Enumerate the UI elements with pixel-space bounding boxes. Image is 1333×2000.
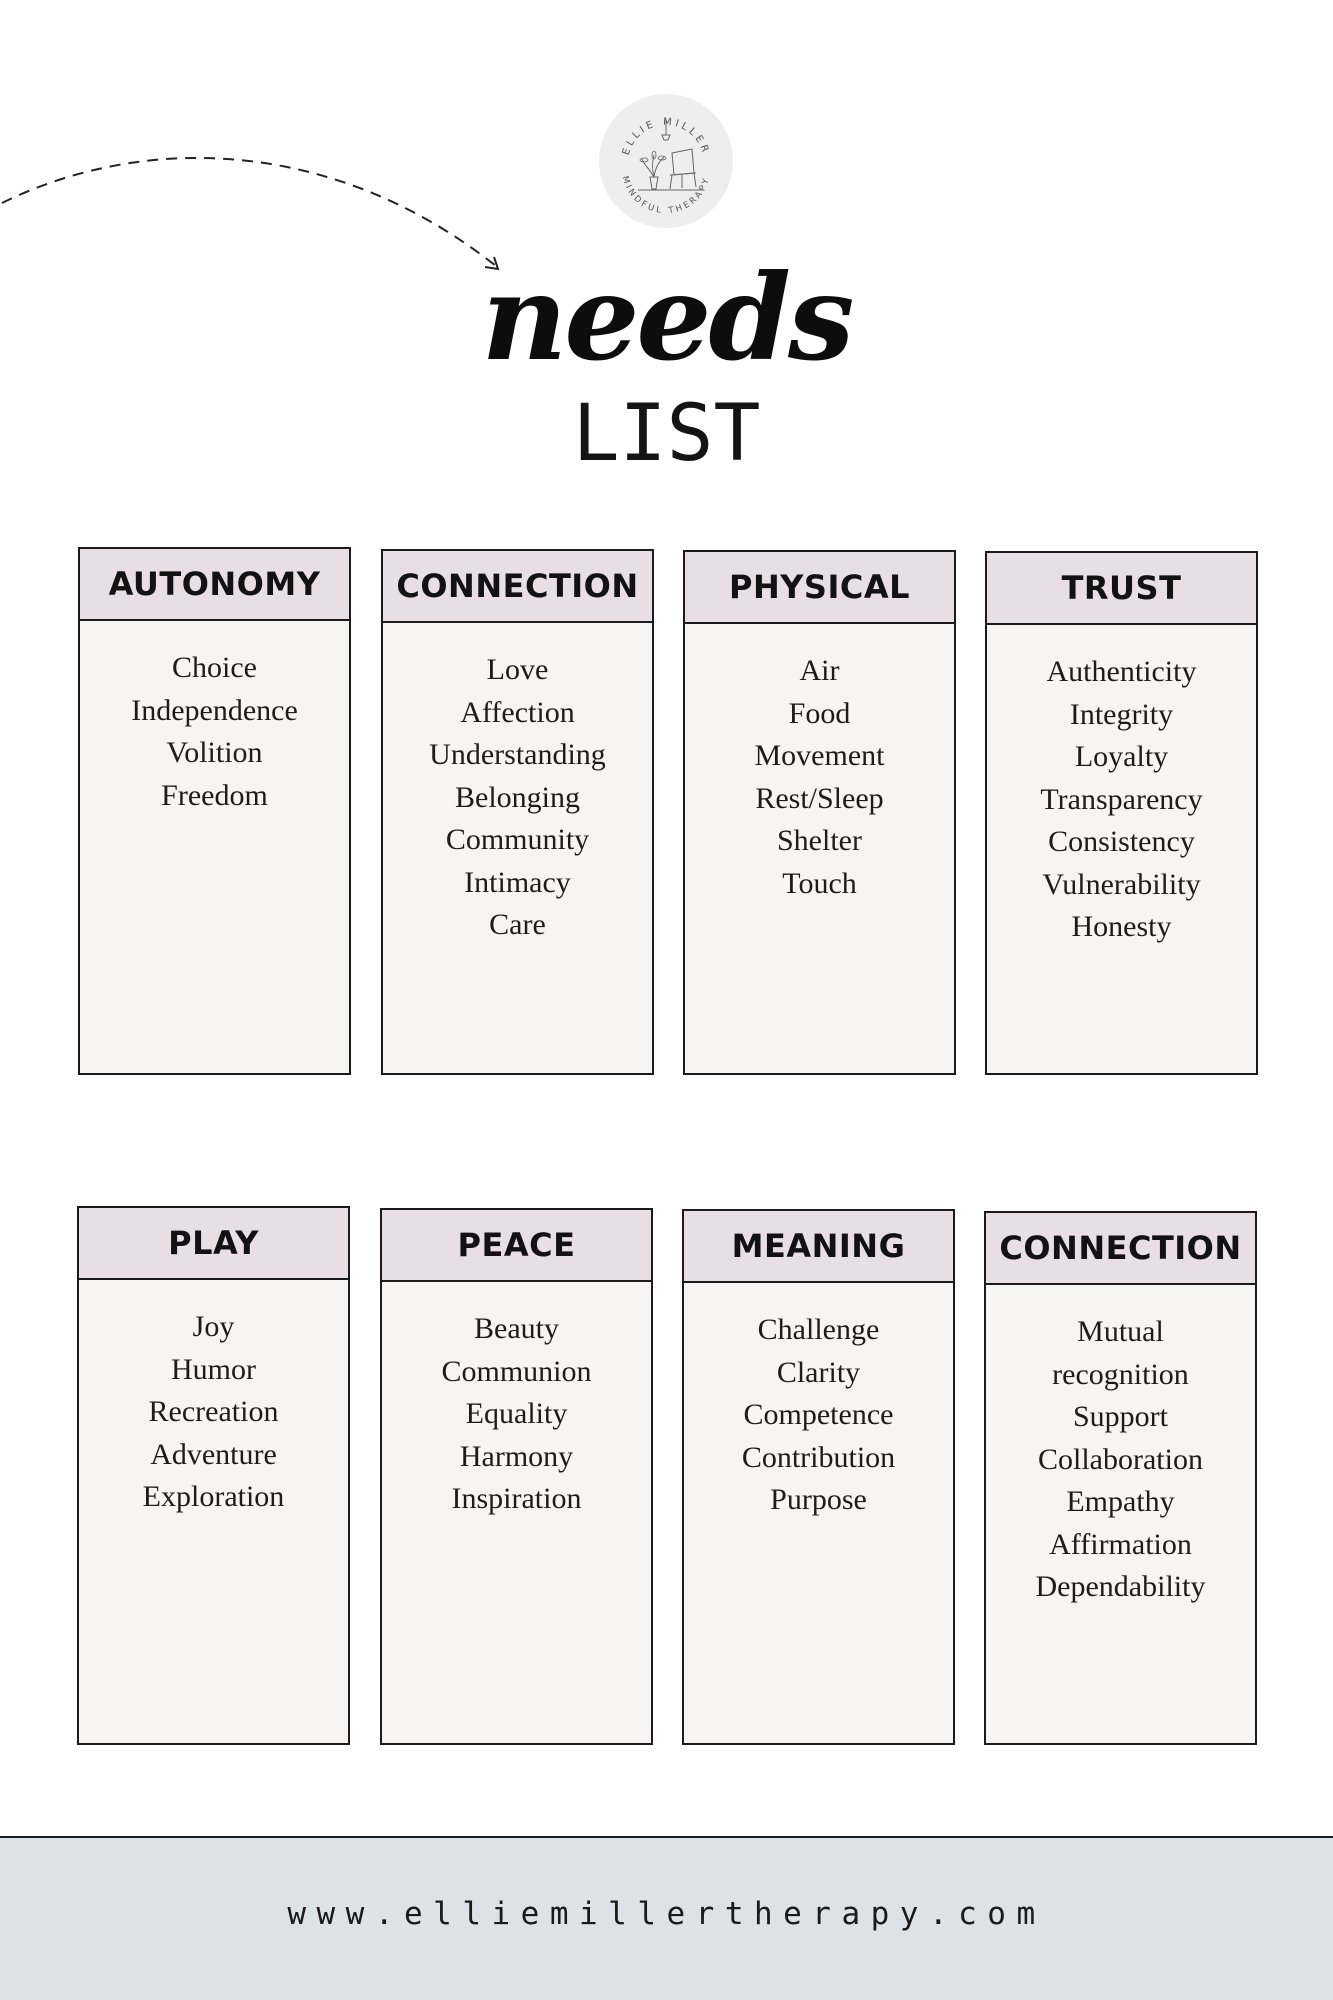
need-item: Volition bbox=[166, 736, 263, 769]
need-item: Humor bbox=[171, 1352, 256, 1386]
need-item: Honesty bbox=[1071, 910, 1172, 943]
chair-plant-logo-icon bbox=[598, 93, 734, 229]
need-item: Shelter bbox=[777, 824, 862, 857]
need-item: Communion bbox=[441, 1354, 592, 1388]
category-heading: PLAY bbox=[79, 1208, 348, 1280]
category-card-autonomy bbox=[78, 547, 351, 1075]
category-item-list bbox=[684, 1283, 953, 1522]
category-heading: PHYSICAL bbox=[685, 552, 954, 624]
category-card-physical bbox=[683, 550, 956, 1075]
need-item: Community bbox=[445, 823, 590, 856]
need-item: Rest/Sleep bbox=[755, 781, 884, 815]
need-item: Empathy bbox=[1066, 1485, 1175, 1518]
need-item: Purpose bbox=[770, 1483, 867, 1516]
category-item-list bbox=[987, 625, 1256, 949]
need-item: Dependability bbox=[1035, 1570, 1206, 1603]
category-card-connection bbox=[381, 549, 654, 1075]
category-item-list bbox=[685, 624, 954, 905]
footer-band bbox=[0, 1836, 1333, 2000]
need-item: Mutual bbox=[1077, 1315, 1164, 1348]
logo-top-text: ELLIE MILLER bbox=[620, 116, 712, 157]
category-item-list bbox=[383, 623, 652, 947]
need-item: Competence bbox=[743, 1398, 894, 1431]
need-item: Touch bbox=[782, 866, 857, 900]
title-list: LIST bbox=[572, 389, 761, 479]
need-item: Exploration bbox=[142, 1480, 285, 1513]
need-item: Affirmation bbox=[1049, 1527, 1192, 1561]
category-card-connection-2 bbox=[984, 1211, 1257, 1745]
need-item: Joy bbox=[192, 1310, 235, 1343]
need-item: Beauty bbox=[474, 1312, 559, 1345]
need-item: Intimacy bbox=[464, 865, 571, 899]
need-item: Challenge bbox=[757, 1313, 880, 1346]
need-item: Authenticity bbox=[1046, 655, 1197, 688]
need-item: Transparency bbox=[1040, 782, 1203, 816]
need-item: Equality bbox=[465, 1397, 568, 1430]
category-item-list bbox=[986, 1285, 1255, 1609]
need-item: Inspiration bbox=[451, 1482, 582, 1515]
need-item: Independence bbox=[131, 693, 298, 727]
category-item-list bbox=[79, 1280, 348, 1519]
need-item: Contribution bbox=[741, 1440, 896, 1474]
category-heading: CONNECTION bbox=[383, 551, 652, 623]
category-card-peace bbox=[380, 1208, 653, 1745]
category-heading: PEACE bbox=[382, 1210, 651, 1282]
need-item: Integrity bbox=[1069, 697, 1174, 731]
logo-bottom-text: MINDFUL THERAPY bbox=[619, 174, 713, 217]
need-item: Support bbox=[1072, 1400, 1168, 1433]
category-card-play bbox=[77, 1206, 350, 1745]
need-item: Love bbox=[486, 653, 549, 686]
need-item: Adventure bbox=[150, 1437, 277, 1471]
category-item-list bbox=[80, 621, 349, 817]
need-item: Recreation bbox=[148, 1395, 279, 1428]
need-item: Collaboration bbox=[1038, 1442, 1203, 1476]
need-item: Understanding bbox=[429, 738, 606, 771]
category-card-meaning bbox=[682, 1209, 955, 1745]
need-item: Care bbox=[489, 908, 546, 941]
need-item: Choice bbox=[172, 651, 257, 684]
need-item: Food bbox=[788, 696, 851, 730]
brand-logo bbox=[598, 93, 734, 229]
need-item: Air bbox=[799, 654, 840, 687]
need-item: Movement bbox=[754, 739, 885, 772]
need-item: Freedom bbox=[161, 778, 268, 812]
need-item: Vulnerability bbox=[1042, 867, 1201, 901]
category-heading: MEANING bbox=[684, 1211, 953, 1283]
category-item-list bbox=[382, 1282, 651, 1521]
website-link[interactable]: www.elliemillertherapy.com bbox=[287, 1896, 1046, 1932]
category-heading: AUTONOMY bbox=[80, 549, 349, 621]
category-card-trust bbox=[985, 551, 1258, 1075]
need-item: Affection bbox=[460, 695, 575, 729]
category-heading: TRUST bbox=[987, 553, 1256, 625]
need-item: Harmony bbox=[459, 1439, 574, 1473]
need-item: recognition bbox=[1052, 1357, 1189, 1391]
need-item: Clarity bbox=[776, 1355, 861, 1389]
need-item: Belonging bbox=[455, 780, 580, 814]
title-needs: needs bbox=[481, 248, 852, 387]
need-item: Loyalty bbox=[1074, 740, 1169, 773]
category-heading: CONNECTION bbox=[986, 1213, 1255, 1285]
need-item: Consistency bbox=[1048, 825, 1195, 858]
